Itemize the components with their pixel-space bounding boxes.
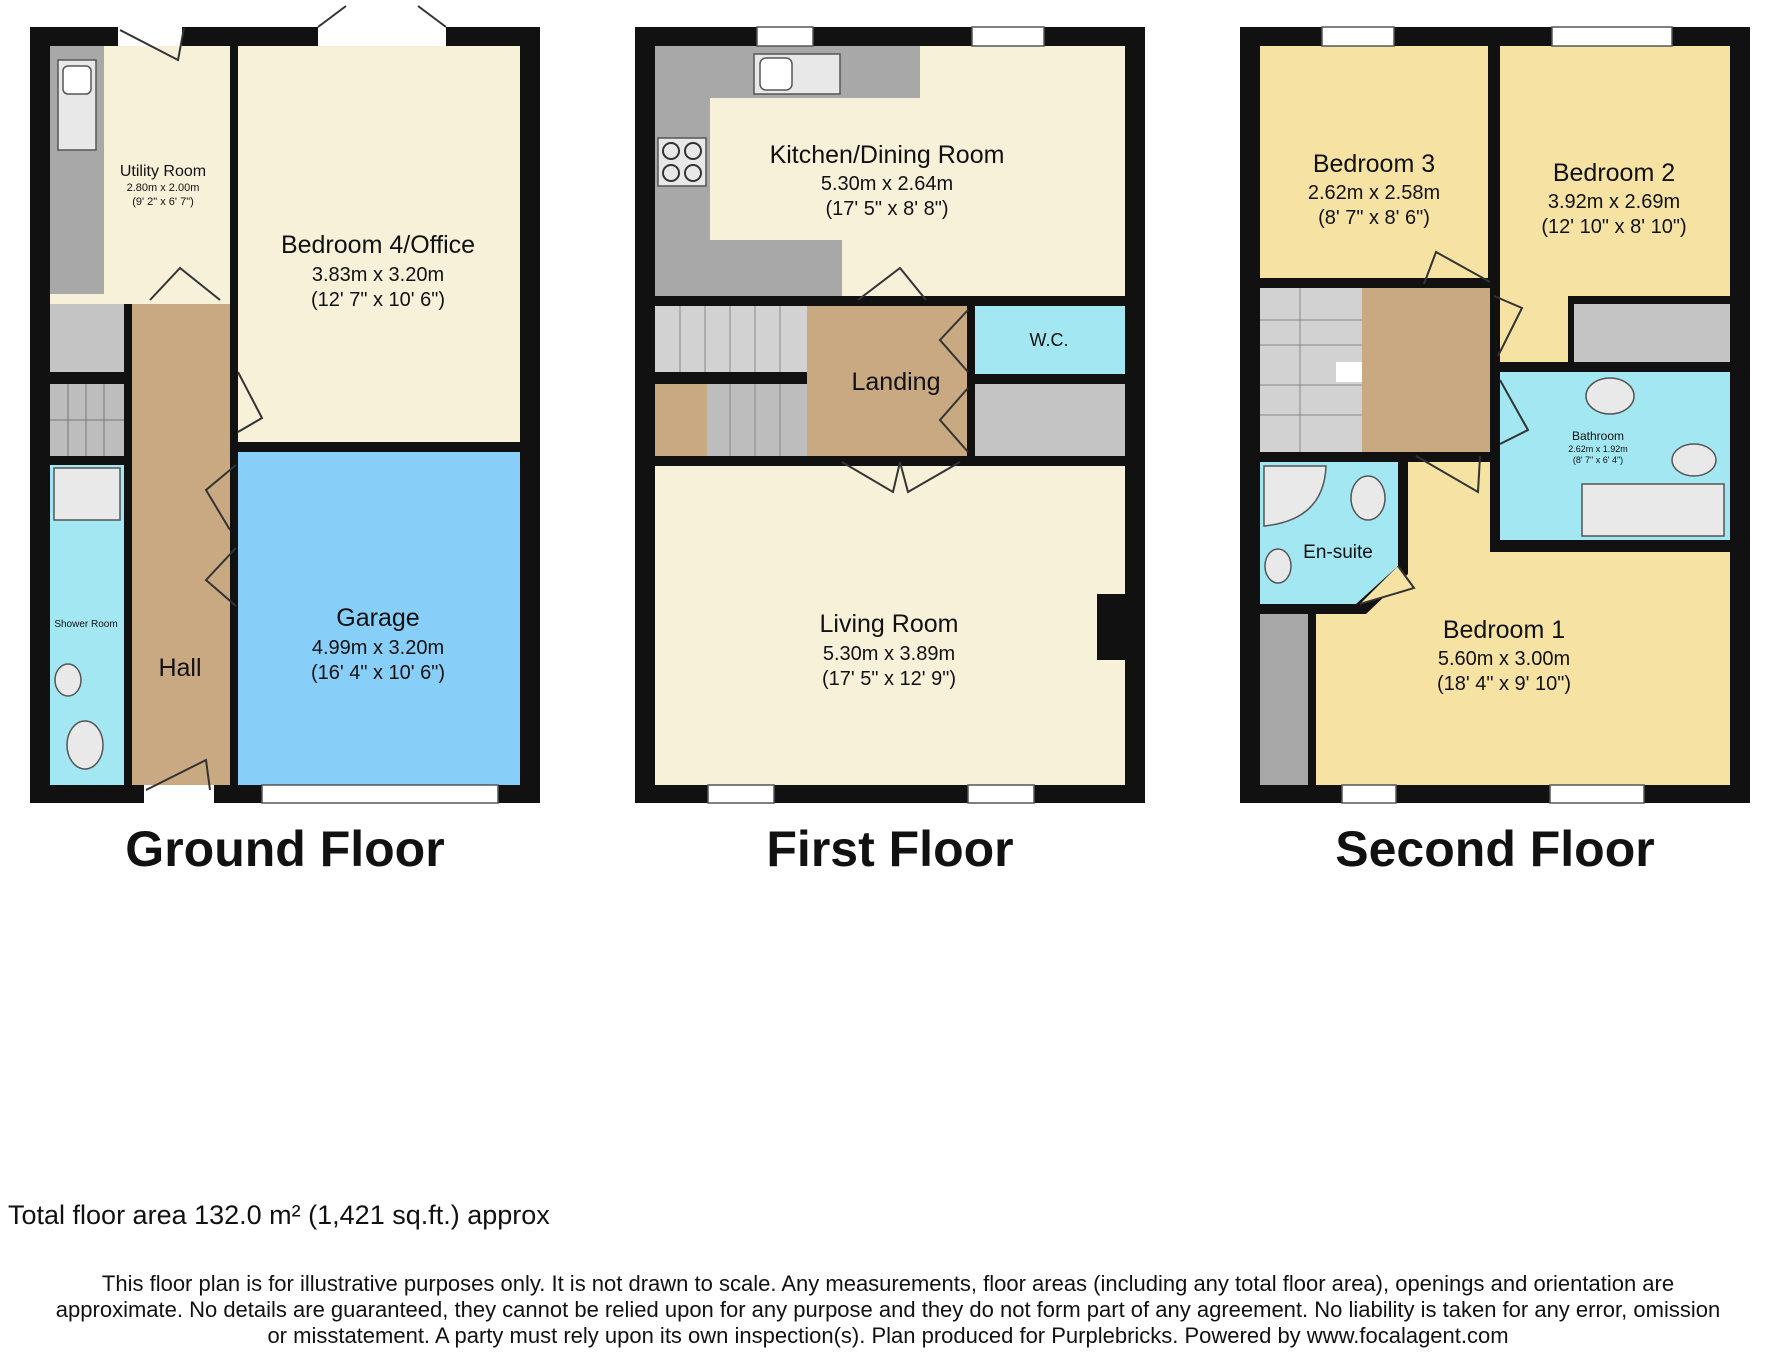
bedroom3-size-m: 2.62m x 2.58m <box>1307 182 1441 204</box>
wc-name: W.C. <box>1029 330 1069 350</box>
bedroom4-name: Bedroom 4/Office <box>280 231 476 259</box>
bedroom1-name: Bedroom 1 <box>1442 616 1566 644</box>
ensuite-name: En-suite <box>1303 542 1373 563</box>
disclaimer-line: This floor plan is for illustrative purposes only. It is not drawn to scale. Any measurements, floor areas (including any total floor area), openings and orientation are <box>101 1271 1675 1296</box>
bedroom1-wardrobe <box>1260 614 1308 785</box>
garage-size-ft: (16' 4" x 10' 6") <box>310 662 446 684</box>
bedroom4-size-ft: (12' 7" x 10' 6") <box>310 289 446 311</box>
hall-area <box>132 304 230 785</box>
bedroom3-name: Bedroom 3 <box>1312 150 1436 178</box>
first-store <box>975 384 1125 456</box>
kitchen-size-ft: (17' 5" x 8' 8") <box>825 198 949 220</box>
utility-room-name: Utility Room <box>119 163 207 180</box>
utility-room-size-m: 2.80m x 2.00m <box>126 182 200 194</box>
living-room-size-ft: (17' 5" x 12' 9") <box>821 668 957 690</box>
bedroom1-size-m: 5.60m x 3.00m <box>1437 648 1571 670</box>
bathroom-toilet <box>1672 444 1716 476</box>
bathroom-basin <box>1586 378 1634 414</box>
garage-door-opening <box>262 785 498 803</box>
bathroom-name: Bathroom <box>1571 429 1625 443</box>
disclaimer-line: or misstatement. A party must rely upon its own inspection(s). Plan produced for Purplebricks. Powered by www.focalagent.com <box>267 1323 1509 1348</box>
bedroom2-wardrobe <box>1574 304 1730 362</box>
utility-room-size-ft: (9' 2" x 6' 7") <box>132 196 194 208</box>
first-floor-title: First Floor <box>766 821 1014 877</box>
bedroom1-window <box>1550 785 1644 803</box>
ground-floor-title: Ground Floor <box>125 821 445 877</box>
stairs-opening <box>1336 362 1362 382</box>
shower-room-name: Shower Room <box>54 619 118 630</box>
bathroom-size-ft: (8' 7" x 6' 4") <box>1572 455 1624 465</box>
utility-sink-bowl <box>63 66 91 94</box>
second-floor-title: Second Floor <box>1335 821 1655 877</box>
ensuite-basin <box>1265 549 1291 583</box>
first-stairs-landing-step <box>655 384 707 456</box>
ground-cupboard <box>50 304 124 372</box>
bedroom4-french-doors <box>318 27 446 46</box>
bedroom1-window <box>1342 785 1396 803</box>
bedroom2-window <box>1552 27 1672 46</box>
kitchen-sink-bowl <box>760 58 792 90</box>
kitchen-window <box>757 27 813 46</box>
living-fireplace <box>1097 594 1125 660</box>
total-floor-area: Total floor area 132.0 m² (1,421 sq.ft.) approx <box>8 1200 550 1230</box>
bedroom1-size-ft: (18' 4" x 9' 10") <box>1436 673 1572 695</box>
bedroom4-size-m: 3.83m x 3.20m <box>311 264 445 286</box>
bedroom4-door-swing <box>318 6 446 27</box>
living-window <box>968 785 1034 803</box>
utility-door-gap <box>118 27 182 46</box>
living-window <box>708 785 774 803</box>
bathroom-size-m: 2.62m x 1.92m <box>1568 444 1628 454</box>
bedroom2-size-ft: (12' 10" x 8' 10") <box>1541 216 1687 238</box>
bedroom3-size-ft: (8' 7" x 8' 6") <box>1318 207 1430 229</box>
living-room-name: Living Room <box>819 610 959 638</box>
first-stairs-upper <box>655 306 807 372</box>
kitchen-window <box>972 27 1044 46</box>
hall-front-door-gap <box>144 785 214 803</box>
ground-floor-plan <box>30 6 540 803</box>
disclaimer <box>0 1271 1776 1349</box>
ensuite-toilet <box>1351 476 1385 520</box>
shower-toilet <box>67 721 103 769</box>
bedroom3-window <box>1322 27 1394 46</box>
hall-name: Hall <box>158 654 202 682</box>
kitchen-size-m: 5.30m x 2.64m <box>820 173 954 195</box>
bedroom2-name: Bedroom 2 <box>1552 159 1676 187</box>
shower-tray <box>54 468 120 520</box>
kitchen-name: Kitchen/Dining Room <box>769 141 1005 169</box>
landing-name: Landing <box>851 368 941 396</box>
living-room-size-m: 5.30m x 3.89m <box>822 643 956 665</box>
garage-size-m: 4.99m x 3.20m <box>311 637 445 659</box>
disclaimer-line: approximate. No details are guaranteed, they cannot be relied upon for any purpose and they do not form part of any agreement. No liability is taken for any error, omission <box>55 1297 1721 1322</box>
bathroom-bath <box>1582 484 1724 536</box>
bedroom2-size-m: 3.92m x 2.69m <box>1547 191 1681 213</box>
second-landing-area <box>1362 288 1490 452</box>
garage-name: Garage <box>336 604 420 632</box>
shower-basin <box>55 664 81 696</box>
